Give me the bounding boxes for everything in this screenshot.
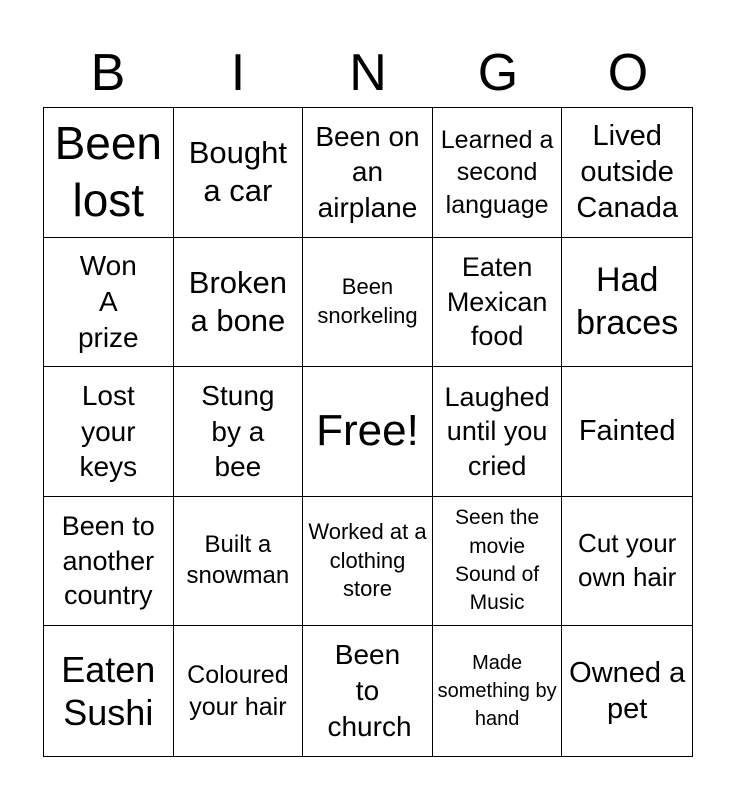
bingo-cell[interactable] [562,497,692,627]
bingo-cell[interactable] [174,238,304,368]
bingo-cell[interactable] [174,497,304,627]
cell-text: Built a snowman [186,531,290,590]
bingo-cell[interactable] [44,108,174,238]
cell-text: Cut your own hair [578,528,677,593]
cell-text: Stung by a bee [201,379,275,483]
header-letter-i: I [230,44,246,102]
bingo-cell[interactable] [174,367,304,497]
cell-text: Been to another country [61,511,155,611]
bingo-cell[interactable] [433,367,563,497]
bingo-cell[interactable] [303,108,433,238]
cell-text: Made something by hand [437,652,557,731]
cell-text: Been to church [327,639,412,743]
bingo-cell[interactable] [44,367,174,497]
bingo-header [43,40,693,106]
cell-text: Free! [316,406,419,456]
cell-text: Bought a car [188,135,288,209]
bingo-cell[interactable] [174,108,304,238]
cell-text: Won A prize [77,250,139,353]
header-letter-g: G [477,44,519,102]
cell-text: Worked at a clothing store [308,519,427,602]
bingo-cell[interactable] [562,626,692,756]
header-letter-o: O [607,44,649,102]
header-letter-b: B [90,44,126,102]
cell-text: Laughed until you cried [444,381,550,481]
cell-text: Been snorkeling [317,274,418,328]
bingo-cell[interactable] [44,626,174,756]
bingo-cell[interactable] [303,238,433,368]
cell-text: Been lost [54,116,163,227]
bingo-cell[interactable] [433,497,563,627]
cell-text: Coloured your hair [187,660,289,722]
cell-text: Been on an airplane [315,120,420,224]
bingo-board [43,107,693,757]
cell-text: Seen the movie Sound of Music [455,506,540,615]
bingo-cell[interactable] [44,497,174,627]
cell-text: Lived outside Canada [576,119,678,225]
cell-text: Eaten Sushi [61,649,156,734]
bingo-cell[interactable] [433,626,563,756]
cell-text: Broken a bone [188,265,287,338]
bingo-cell[interactable] [303,626,433,756]
bingo-cell[interactable] [562,238,692,368]
header-letter-n: N [349,44,387,102]
bingo-cell[interactable] [562,108,692,238]
cell-text: Fainted [578,415,676,448]
bingo-cell[interactable] [44,238,174,368]
cell-text: Learned a second language [440,125,554,219]
bingo-cell[interactable] [303,367,433,497]
cell-text: Had braces [576,261,679,342]
cell-text: Lost your keys [79,379,138,483]
bingo-cell[interactable] [562,367,692,497]
bingo-cell[interactable] [433,238,563,368]
bingo-cell[interactable] [433,108,563,238]
bingo-cell[interactable] [303,497,433,627]
cell-text: Owned a pet [569,656,686,726]
cell-text: Eaten Mexican food [446,252,548,352]
bingo-cell[interactable] [174,626,304,756]
